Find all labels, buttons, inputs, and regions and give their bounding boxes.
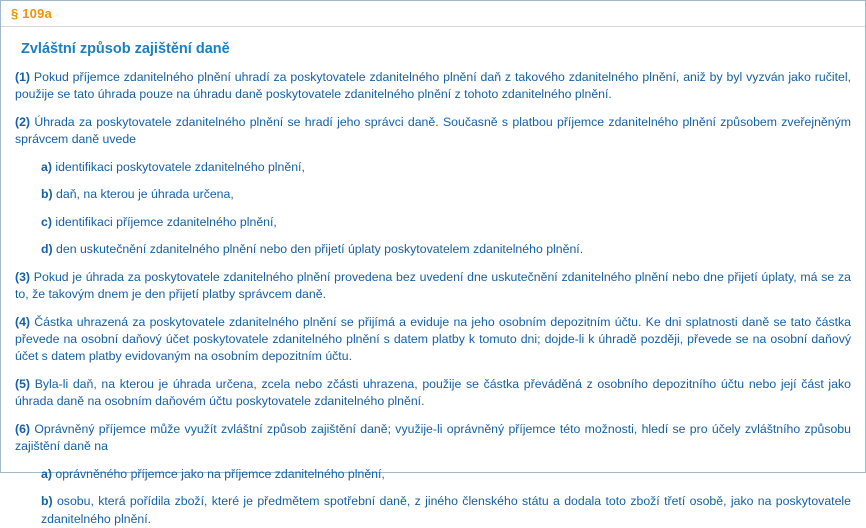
list-item (41, 241, 851, 258)
paragraph-text: Byla-li daň, na kterou je úhrada určena, zcela nebo zčásti uhrazena, použije se částka převáděná z osobního depozitního účtu nebo její část jako úhrada daně na osobním daňovém účtu poskytovatele zdanitelného plnění. (15, 376, 851, 409)
list-item-text: osobu, která pořídila zboží, které je předmětem spotřební daně, z jiného členského státu a dodala toto zboží třetí osobě, jako na poskytovatele zdanitelného plnění. (41, 494, 851, 526)
page-title: Zvláštní způsob zajištění daně (21, 41, 230, 57)
list-item (41, 214, 851, 231)
list-item-marker: b) (41, 494, 53, 509)
document-body (1, 27, 865, 528)
paragraph-6 (15, 421, 851, 456)
list-item (41, 186, 851, 203)
list-item-marker: d) (41, 242, 53, 257)
paragraph-marker: (4) (15, 314, 31, 329)
paragraph-5 (15, 376, 851, 411)
list-item-text: oprávněného příjemce jako na příjemce zdanitelného plnění, (51, 466, 385, 481)
paragraph-text: Úhrada za poskytovatele zdanitelného plnění se hradí jeho správci daně. Současně s platbou příjemce zdanitelného plnění způsobem zveřejněným správcem daně uvede (15, 114, 851, 147)
list-item-marker: a) (41, 466, 52, 481)
list-item (41, 466, 851, 483)
paragraph-4 (15, 314, 851, 366)
list-item-marker: a) (41, 159, 52, 174)
paragraph-text: Částka uhrazená za poskytovatele zdanitelného plnění se přijímá a eviduje na jeho osobním depozitním účtu. Ke dni splatnosti daně se tato částka převede na osobní daňový účet poskytovatele zdanitelného plnění s datem platby k tomuto dni; dojde-li k úhradě později, převede se na osobní daňový účet s datem platby evidovaným na osobním depozitním účtu. (15, 314, 851, 364)
paragraph-1 (15, 69, 851, 104)
paragraph-marker: (5) (15, 376, 31, 391)
list-item-text: den uskutečnění zdanitelného plnění nebo den přijetí úplaty poskytovatelem zdanitelného plnění. (52, 242, 584, 257)
paragraph-3 (15, 269, 851, 304)
paragraph-marker: (1) (15, 70, 31, 84)
section-header (1, 1, 865, 27)
list-item-marker: b) (41, 187, 53, 202)
list-item-text: identifikaci poskytovatele zdanitelného plnění, (51, 159, 305, 174)
section-number: § 109a (11, 6, 52, 21)
paragraph-text: Oprávněný příjemce může využít zvláštní způsob zajištění daně; využije-li oprávněný příjemce této možnosti, hledí se pro účely zvláštního způsobu zajištění daně na (15, 421, 851, 454)
list-item-text: daň, na kterou je úhrada určena, (52, 187, 234, 202)
list-item-marker: c) (41, 214, 52, 229)
paragraph-text: Pokud je úhrada za poskytovatele zdanitelného plnění provedena bez uvedení dne uskutečnění zdanitelného plnění nebo dne přijetí úplaty, má se za to, že takovým dnem je den přijetí platby správcem daně. (15, 269, 851, 302)
paragraph-marker: (3) (15, 269, 31, 284)
paragraph-marker: (2) (15, 114, 31, 129)
paragraph-2 (15, 114, 851, 149)
list-item-text: identifikaci příjemce zdanitelného plnění, (51, 214, 277, 229)
paragraph-text: Pokud příjemce zdanitelného plnění uhradí za poskytovatele zdanitelného plnění daň z takového zdanitelného plnění, aniž by byl vyzván jako ručitel, použije se tato úhrada pouze na úhradu daně poskytovatele zdanitelného plnění z tohoto zdanitelného plnění. (15, 70, 851, 102)
list-item (41, 493, 851, 528)
paragraph-marker: (6) (15, 421, 31, 436)
list-item (41, 159, 851, 176)
